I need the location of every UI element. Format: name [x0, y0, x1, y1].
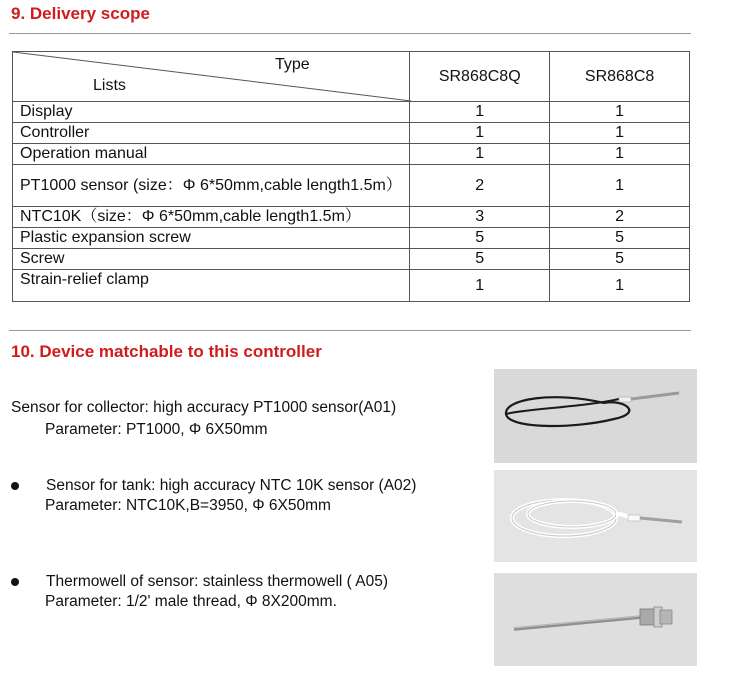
- row-item: Strain-relief clamp: [13, 270, 410, 302]
- row-value: 2: [410, 165, 550, 207]
- device-title: Sensor for collector: high accuracy PT1000 sensor(A01): [11, 399, 397, 416]
- table-row: [13, 165, 690, 207]
- row-item: PT1000 sensor (size：Φ 6*50mm,cable length1.5m）: [13, 165, 410, 207]
- table-corner-header: [13, 52, 410, 102]
- device-title: Thermowell of sensor: stainless thermowell ( A05): [46, 573, 388, 590]
- bullet-icon: [11, 578, 19, 586]
- row-value: 2: [550, 207, 690, 228]
- white-cable-sensor-icon: [494, 470, 697, 562]
- row-value: 5: [410, 228, 550, 249]
- table-row: [13, 228, 690, 249]
- row-item: Operation manual: [13, 144, 410, 165]
- row-value: 5: [550, 228, 690, 249]
- row-value: 1: [410, 144, 550, 165]
- row-value: 1: [550, 165, 690, 207]
- row-value: 1: [550, 144, 690, 165]
- table-row: [13, 123, 690, 144]
- table-row: [13, 102, 690, 123]
- white-cable-sensor-photo: [494, 470, 697, 562]
- row-value: 1: [550, 123, 690, 144]
- table-row: [13, 249, 690, 270]
- section10-divider: [9, 330, 691, 331]
- bullet-icon: [11, 482, 19, 490]
- thermowell-probe-icon: [494, 573, 697, 666]
- row-item: Display: [13, 102, 410, 123]
- row-value: 1: [550, 270, 690, 302]
- table-row: [13, 144, 690, 165]
- delivery-scope-table: [12, 51, 690, 302]
- device-title: Sensor for tank: high accuracy NTC 10K sensor (A02): [46, 477, 417, 494]
- column-header: SR868C8: [550, 52, 690, 102]
- type-header: Type: [275, 56, 310, 73]
- row-value: 3: [410, 207, 550, 228]
- column-header: SR868C8Q: [410, 52, 550, 102]
- lists-header: Lists: [93, 77, 126, 94]
- section9-divider: [9, 33, 691, 34]
- section10-title: 10. Device matchable to this controller: [11, 342, 322, 361]
- table-header-row: [13, 52, 690, 102]
- row-item: Controller: [13, 123, 410, 144]
- row-value: 5: [550, 249, 690, 270]
- row-item: Plastic expansion screw: [13, 228, 410, 249]
- black-cable-sensor-icon: [494, 369, 697, 463]
- device-parameter: Parameter: PT1000, Φ 6X50mm: [45, 421, 268, 438]
- device-parameter: Parameter: 1/2' male thread, Φ 8X200mm.: [45, 593, 337, 610]
- table-row: [13, 207, 690, 228]
- row-value: 1: [410, 102, 550, 123]
- diagonal-divider: [13, 52, 411, 101]
- row-value: 1: [410, 270, 550, 302]
- row-value: 1: [410, 123, 550, 144]
- row-value: 1: [550, 102, 690, 123]
- row-item: NTC10K（size：Φ 6*50mm,cable length1.5m）: [13, 207, 410, 228]
- section9-title: 9. Delivery scope: [11, 4, 150, 23]
- thermowell-probe-photo: [494, 573, 697, 666]
- black-cable-sensor-photo: [494, 369, 697, 463]
- row-item: Screw: [13, 249, 410, 270]
- table-row: [13, 270, 690, 302]
- row-value: 5: [410, 249, 550, 270]
- device-parameter: Parameter: NTC10K,B=3950, Φ 6X50mm: [45, 497, 331, 514]
